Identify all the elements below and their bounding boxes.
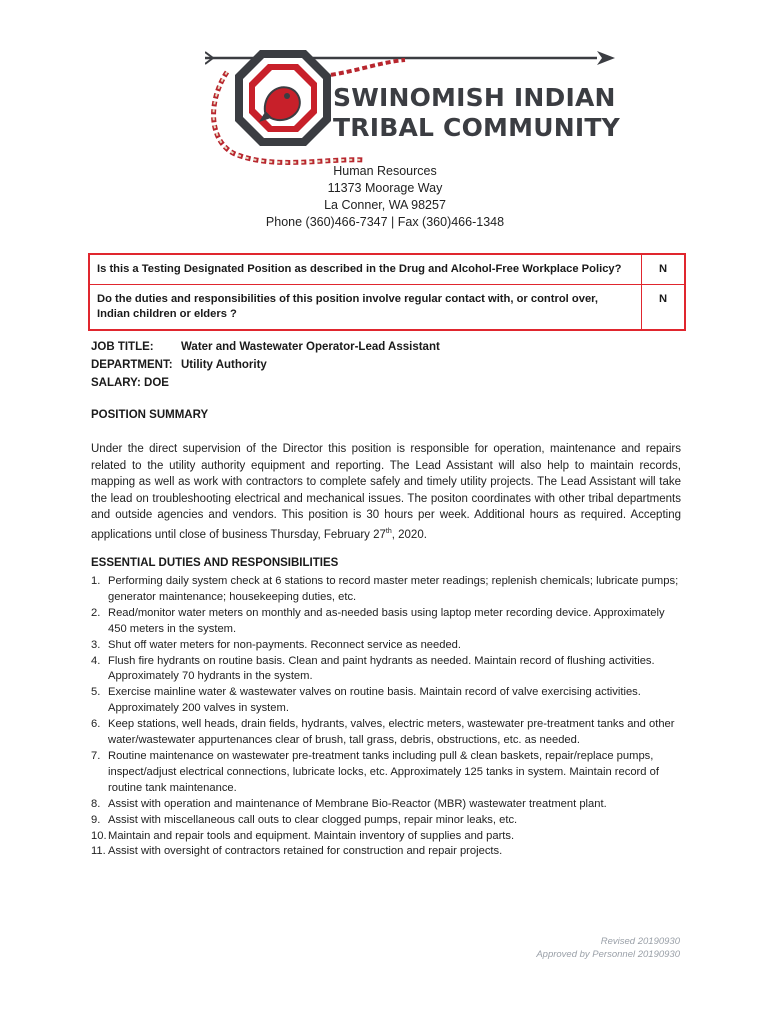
job-info [91, 338, 440, 392]
duty-number: 4. [91, 654, 101, 667]
list-item [91, 797, 681, 813]
date-tail: , 2020. [391, 528, 427, 541]
address-block [0, 163, 770, 231]
salary-label: SALARY: DOE [91, 377, 169, 389]
duties-list [91, 574, 681, 860]
policy-question: Is this a Testing Designated Position as described in the Drug and Alcohol-Free Workplace Policy? [89, 254, 642, 285]
list-item [91, 829, 681, 845]
list-item [91, 638, 681, 654]
hr-department: Human Resources [333, 164, 437, 178]
policy-table [88, 253, 686, 331]
duty-number: 2. [91, 606, 101, 619]
summary-heading: POSITION SUMMARY [91, 409, 209, 421]
duty-number: 8. [91, 797, 101, 810]
duty-number: 3. [91, 638, 101, 651]
duty-number: 11. [91, 845, 106, 858]
table-row [89, 254, 685, 285]
date-suffix: th [385, 527, 392, 535]
list-item [91, 606, 681, 638]
department-label: DEPARTMENT: [91, 359, 173, 371]
duty-number: 10. [91, 829, 107, 842]
duties-heading: ESSENTIAL DUTIES AND RESPONSIBILITIES [91, 557, 339, 569]
approved-date: Approved by Personnel 20190930 [536, 949, 680, 960]
duty-text: Flush fire hydrants on routine basis. Clean and paint hydrants as needed. Maintain record of flushing activities. Approximately 70 hydrants in the system. [108, 654, 655, 683]
street-address: 11373 Moorage Way [327, 181, 443, 195]
duty-number: 7. [91, 749, 101, 762]
policy-question: Do the duties and responsibilities of this position involve regular contact with, or control over, Indian children or elders ? [89, 285, 642, 331]
list-item [91, 685, 681, 717]
duty-text: Shut off water meters for non-payments. Reconnect service as needed. [108, 638, 462, 651]
job-title-value: Water and Wastewater Operator-Lead Assistant [181, 341, 440, 353]
revised-date: Revised 20190930 [600, 936, 680, 947]
table-row [89, 285, 685, 331]
org-name-line1: SWINOMISH INDIAN [333, 83, 616, 112]
list-item [91, 813, 681, 829]
list-item [91, 654, 681, 686]
policy-answer: N [642, 254, 686, 285]
duty-text: Assist with oversight of contractors retained for construction and repair projects. [108, 845, 503, 858]
list-item [91, 717, 681, 749]
duty-number: 6. [91, 718, 101, 731]
duty-text: Assist with miscellaneous call outs to clear clogged pumps, repair minor leaks, etc. [108, 813, 518, 826]
duty-text: Read/monitor water meters on monthly and as-needed basis using laptop meter recording device. Approximately 450 meters in the system. [108, 606, 665, 635]
policy-answer: N [642, 285, 686, 331]
city-state-zip: La Conner, WA 98257 [324, 198, 446, 212]
duty-number: 1. [91, 575, 101, 587]
department-value: Utility Authority [181, 359, 267, 371]
duty-text: Assist with operation and maintenance of Membrane Bio-Reactor (MBR) wastewater treatment plant. [108, 797, 607, 810]
duty-text: Keep stations, well heads, drain fields, hydrants, valves, electric meters, wastewater pre-treatment tanks and other water/wastewater appurtenances clear of brush, tall grass, debris, obstructions, etc. as needed. [108, 718, 675, 747]
list-item [91, 844, 681, 860]
phone-fax: Phone (360)466-7347 | Fax (360)466-1348 [265, 215, 505, 229]
org-name-line2: TRIBAL COMMUNITY [333, 113, 620, 142]
duty-text: Performing daily system check at 6 stations to record master meter readings; replenish chemicals; lubricate pumps; generator maintenance; housekeeping duties, etc. [108, 575, 679, 603]
revision-footer [536, 935, 680, 961]
summary-text: Under the direct supervision of the Director this position is responsible for operation, maintenance and repairs related to the utility authority equipment and reporting. The Lead Assistant will also help to maintain records, mapping as well as work with contractors to complete safely and timely utility projects. The Lead Assistant will take the lead on troubleshooting electrical and mechanical issues. The positon coordinates with other tribal departments and outside agencies and vendors. This position is 30 hours per week. Additional hours as required. Accepting applications until close of business Thursday, February 27 [91, 443, 681, 541]
duty-number: 9. [91, 813, 101, 826]
list-item [91, 574, 681, 606]
organization-name [333, 83, 620, 143]
duty-text: Exercise mainline water & wastewater valves on routine basis. Maintain record of valve exercising activities. Approximately 200 valves in system. [108, 686, 641, 715]
job-title-label: JOB TITLE: [91, 341, 154, 353]
duty-text: Maintain and repair tools and equipment. Maintain inventory of supplies and parts. [108, 829, 515, 842]
duty-number: 5. [91, 686, 101, 699]
summary-body [91, 441, 681, 543]
duty-text: Routine maintenance on wastewater pre-treatment tanks including pull & clean baskets, repair/replace pumps, inspect/adjust electrical connections, lubricate locks, etc. Approximately 125 tanks in system. Maintain record of routine tank maintenance. [108, 749, 659, 794]
list-item [91, 749, 681, 797]
